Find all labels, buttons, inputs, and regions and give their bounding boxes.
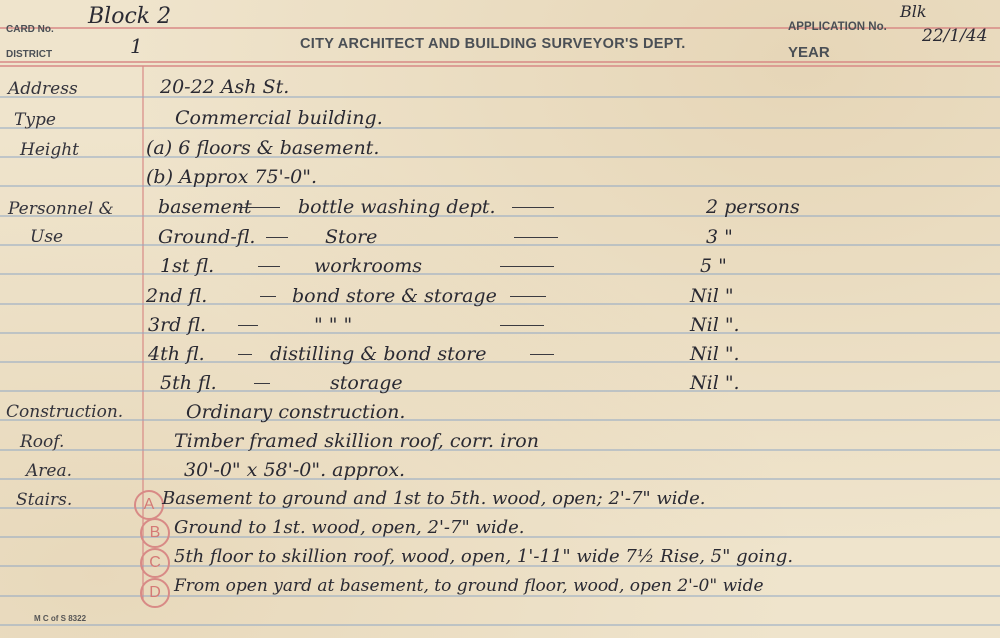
type-value: Commercial building. [175,107,383,129]
dash-mark [238,354,252,355]
address-label: Address [8,79,78,99]
stair-description: 5th floor to skillion roof, wood, open, 1'-11" wide 7½ Rise, 5" going. [174,546,794,567]
dash-mark [260,296,276,297]
year-label: YEAR [788,44,830,61]
construction-value: Ordinary construction. [186,401,406,423]
stair-description: Basement to ground and 1st to 5th. wood, open; 2'-7" wide. [162,488,706,509]
use-label: Use [30,227,64,247]
personnel-use: bond store & storage [292,285,497,307]
stair-description: Ground to 1st. wood, open, 2'-7" wide. [174,517,525,538]
district-value: 1 [130,34,143,58]
dash-mark [266,237,288,238]
personnel-floor: Ground-fl. [158,226,256,248]
personnel-count: 3 " [706,226,733,248]
type-label: Type [14,110,56,130]
personnel-count: Nil ". [690,343,740,365]
roof-label: Roof. [20,432,65,452]
personnel-use: storage [330,372,403,394]
dash-mark [500,266,554,267]
roof-value: Timber framed skillion roof, corr. iron [174,430,539,452]
personnel-use: distilling & bond store [270,343,487,365]
personnel-count: Nil ". [690,314,740,336]
personnel-floor: 1st fl. [160,255,215,277]
personnel-label: Personnel & [8,199,114,219]
personnel-floor: basement [158,196,252,218]
height-label: Height [20,140,79,160]
year-value: 22/1/44 [922,26,988,46]
dash-mark [500,325,544,326]
stair-letter-circle: A [134,490,164,520]
dash-mark [530,354,554,355]
stairs-label: Stairs. [16,490,73,510]
personnel-use: bottle washing dept. [298,196,496,218]
dash-mark [238,207,280,208]
personnel-floor: 3rd fl. [148,314,207,336]
personnel-use: workrooms [314,255,423,277]
stair-letter-circle: B [140,518,170,548]
card-no-value: Block 2 [88,4,172,29]
dash-mark [510,296,546,297]
district-label: DISTRICT [6,49,53,60]
application-no-label: APPLICATION No. [788,21,887,33]
height-b-value: (b) Approx 75'-0". [146,166,318,188]
personnel-count: 5 " [700,255,727,277]
area-value: 30'-0" x 58'-0". approx. [184,459,406,481]
personnel-use: " " " [314,314,353,336]
personnel-count: 2 persons [706,196,800,218]
form-number: M C of S 8322 [34,614,87,623]
application-no-value: Blk [900,2,927,21]
personnel-count: Nil " [690,285,734,307]
dash-mark [512,207,554,208]
dash-mark [254,383,270,384]
dash-mark [238,325,258,326]
personnel-floor: 4th fl. [148,343,205,365]
stair-description: From open yard at basement, to ground floor, wood, open 2'-0" wide [174,576,764,596]
personnel-floor: 2nd fl. [146,285,208,307]
stair-letter-circle: C [140,548,170,578]
card-no-label: CARD No. [6,24,54,35]
address-value: 20-22 Ash St. [160,76,290,98]
height-a-value: (a) 6 floors & basement. [146,137,380,159]
construction-label: Construction. [6,402,124,422]
dash-mark [258,266,280,267]
dept-title: CITY ARCHITECT AND BUILDING SURVEYOR'S DEPT. [300,36,686,52]
stair-letter-circle: D [140,578,170,608]
personnel-count: Nil ". [690,372,740,394]
area-label: Area. [26,461,73,481]
dash-mark [514,237,558,238]
personnel-floor: 5th fl. [160,372,217,394]
personnel-use: Store [325,226,378,248]
